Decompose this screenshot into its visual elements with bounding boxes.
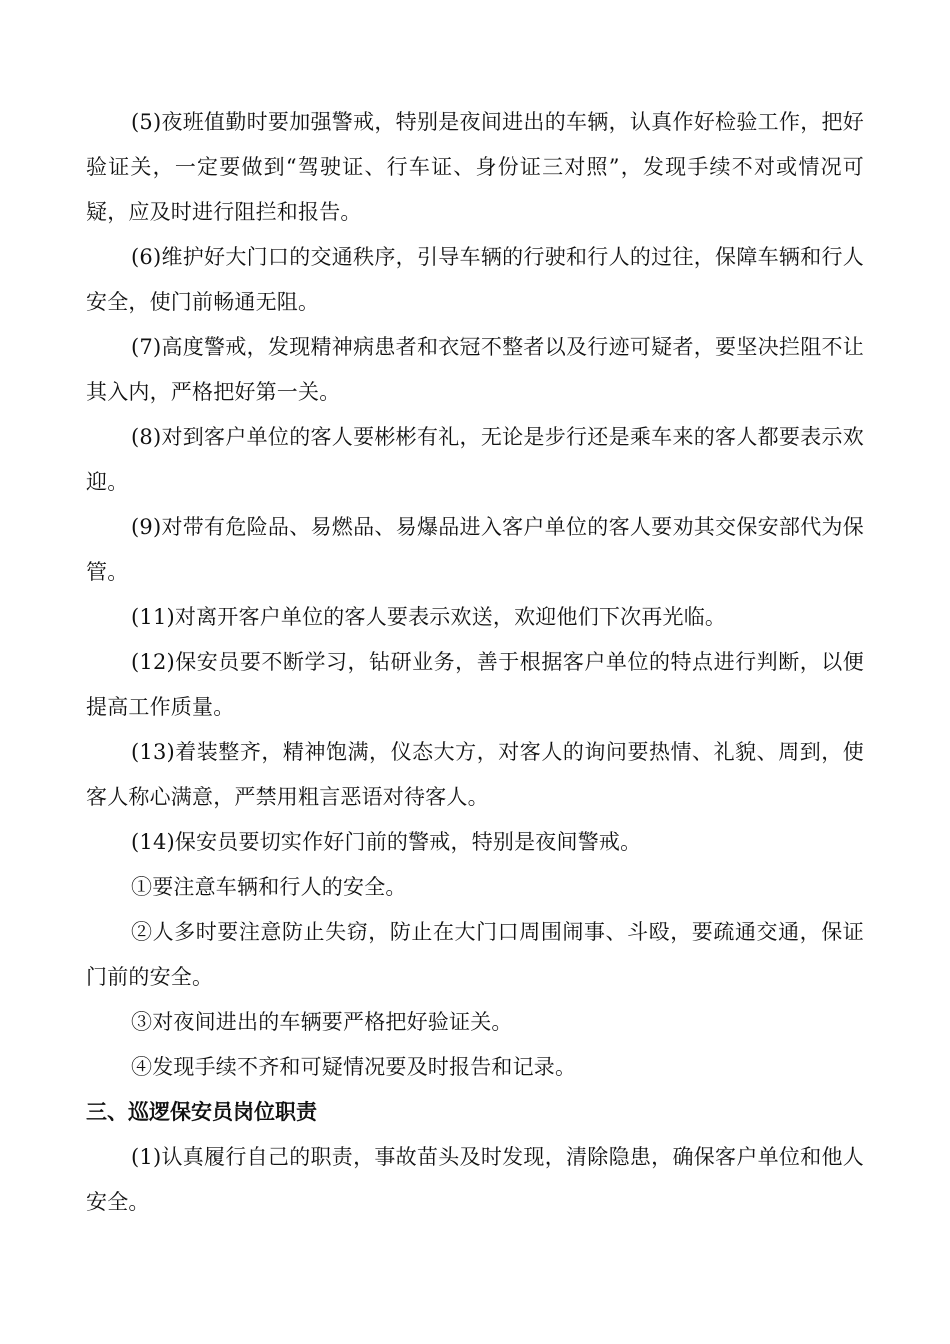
paragraph-5: (5)夜班值勤时要加强警戒，特别是夜间进出的车辆，认真作好检验工作，把好验证关，一定要做到“驾驶证、行车证、身份证三对照”，发现手续不对或情况可疑，应及时进行阻拦和报告。 bbox=[86, 110, 864, 224]
section-paragraph-1: (1)认真履行自己的职责，事故苗头及时发现，清除隐患，确保客户单位和他人安全。 bbox=[86, 1145, 864, 1214]
paragraph-7: (7)高度警戒，发现精神病患者和衣冠不整者以及行迹可疑者，要坚决拦阻不让其入内，严格把好第一关。 bbox=[86, 335, 864, 404]
document-page bbox=[86, 100, 864, 1225]
sub-item-2: ②人多时要注意防止失窃，防止在大门口周围闹事、斗殴，要疏通交通，保证门前的安全。 bbox=[86, 920, 864, 989]
sub-item-3: ③对夜间进出的车辆要严格把好验证关。 bbox=[131, 1010, 513, 1034]
paragraph-14: (14)保安员要切实作好门前的警戒，特别是夜间警戒。 bbox=[131, 830, 642, 854]
paragraph-12: (12)保安员要不断学习，钻研业务，善于根据客户单位的特点进行判断，以便提高工作质量。 bbox=[86, 650, 864, 719]
paragraph-13: (13)着装整齐，精神饱满，仪态大方，对客人的询问要热情、礼貌、周到，使客人称心满意，严禁用粗言恶语对待客人。 bbox=[86, 740, 864, 809]
sub-item-1: ①要注意车辆和行人的安全。 bbox=[131, 875, 407, 899]
paragraph-8: (8)对到客户单位的客人要彬彬有礼，无论是步行还是乘车来的客人都要表示欢迎。 bbox=[86, 425, 864, 494]
paragraph-11: (11)对离开客户单位的客人要表示欢送，欢迎他们下次再光临。 bbox=[131, 605, 727, 629]
section-heading: 三、巡逻保安员岗位职责 bbox=[86, 1100, 317, 1124]
paragraph-9: (9)对带有危险品、易燃品、易爆品进入客户单位的客人要劝其交保安部代为保管。 bbox=[86, 515, 864, 584]
sub-item-4: ④发现手续不齐和可疑情况要及时报告和记录。 bbox=[131, 1055, 577, 1079]
paragraph-6: (6)维护好大门口的交通秩序，引导车辆的行驶和行人的过往，保障车辆和行人安全，使门前畅通无阻。 bbox=[86, 245, 864, 314]
